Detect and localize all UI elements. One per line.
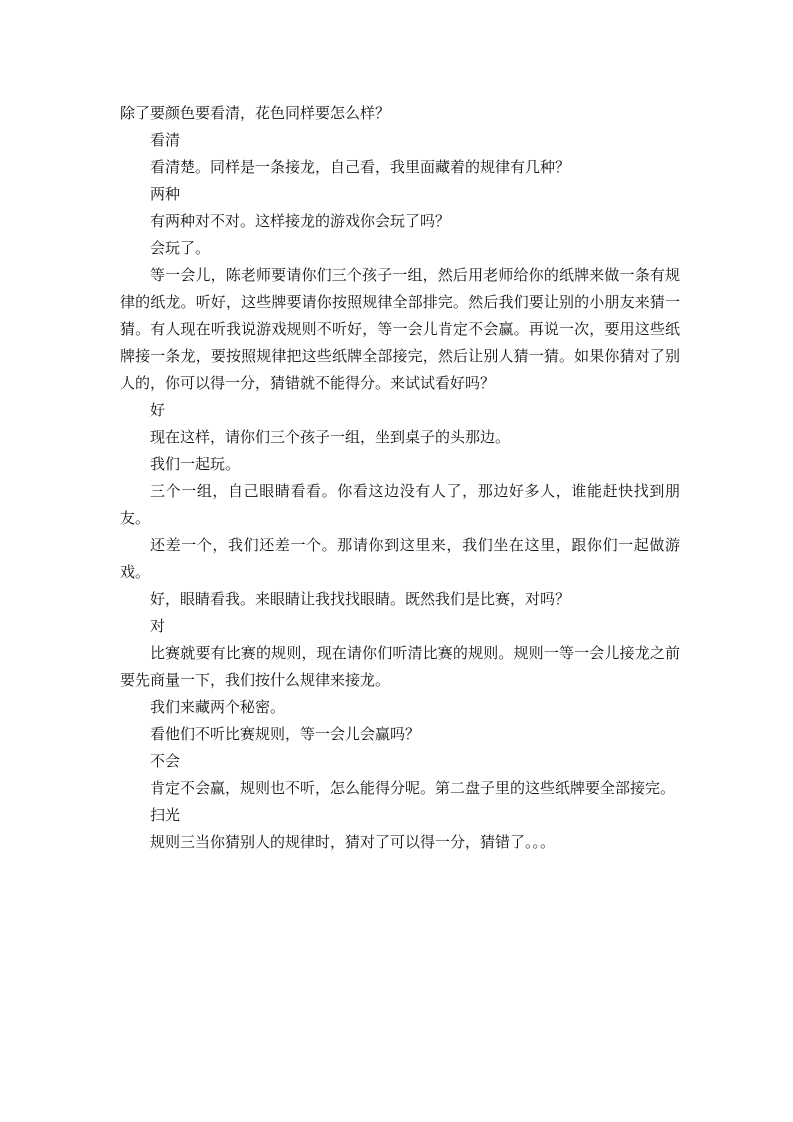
paragraph: 我们一起玩。 [150, 455, 241, 473]
paragraph: 规则三当你猜别人的规律时，猜对了可以得一分，猜错了。。。 [150, 833, 556, 851]
paragraph: 有两种对不对。这样接龙的游戏你会玩了吗？ [150, 212, 451, 230]
paragraph: 我们来藏两个秘密。 [150, 698, 286, 716]
paragraph: 扫光 [150, 806, 181, 824]
paragraph: 看清 [150, 131, 181, 149]
paragraph: 看他们不听比赛规则，等一会儿会赢吗？ [150, 725, 421, 743]
paragraph: 等一会儿，陈老师要请你们三个孩子一组，然后用老师给你的纸牌来做一条有规律的纸龙。听好，这些牌要请你按照规律全部排完。然后我们要让别的小朋友来猜一猜。有人现在听我说游戏规则不听好，等一会儿肯定不会赢。再说一次，要用这些纸牌接一条龙，要按照规律把这些纸牌全部接完，然后让别人猜一猜。如果你猜对了别人的，你可以得一分，猜错就不能得分。来试试看好吗？ [120, 266, 680, 392]
paragraph: 对 [150, 617, 166, 635]
paragraph: 三个一组，自己眼睛看看。你看这边没有人了，那边好多人，谁能赶快找到朋友。 [120, 482, 680, 527]
paragraph: 两种 [150, 185, 181, 203]
paragraph: 现在这样，请你们三个孩子一组，坐到桌子的头那边。 [150, 428, 511, 446]
paragraph: 好 [150, 401, 166, 419]
paragraph: 会玩了。 [150, 239, 211, 257]
paragraph: 看清楚。同样是一条接龙，自己看，我里面藏着的规律有几种？ [150, 158, 571, 176]
paragraph: 比赛就要有比赛的规则，现在请你们听清比赛的规则。规则一等一会儿接龙之前要先商量一下，我们按什么规律来接龙。 [120, 644, 680, 689]
document-body [120, 100, 680, 856]
paragraph: 还差一个，我们还差一个。那请你到这里来，我们坐在这里，跟你们一起做游戏。 [120, 536, 680, 581]
paragraph: 不会 [150, 752, 181, 770]
paragraph: 除了要颜色要看清，花色同样要怎么样？ [120, 104, 391, 122]
paragraph: 肯定不会赢，规则也不听，怎么能得分呢。第二盘子里的这些纸牌要全部接完。 [150, 779, 676, 797]
paragraph: 好，眼睛看我。来眼睛让我找找眼睛。既然我们是比赛，对吗？ [150, 590, 571, 608]
